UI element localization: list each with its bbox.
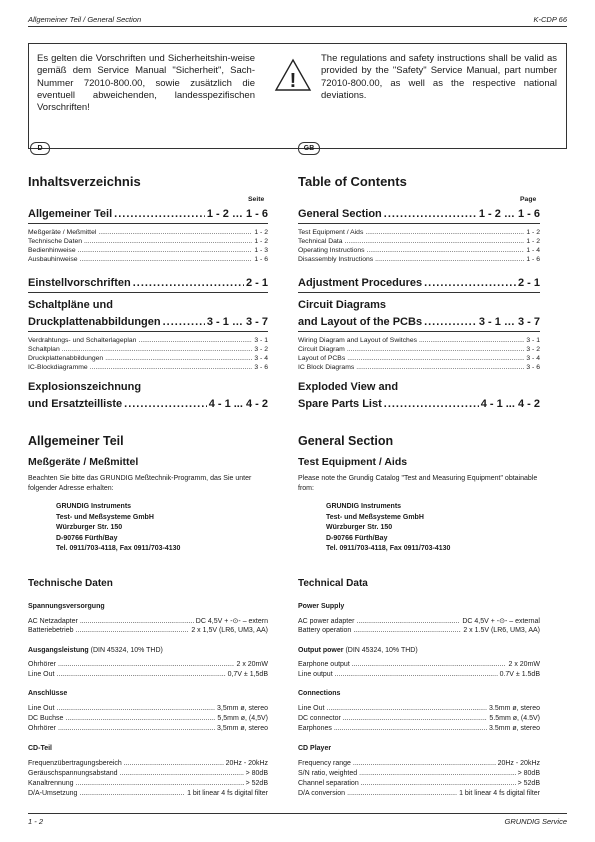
lang-badge-de: D [30,142,50,155]
toc-item-en-3b: Circuit Diagram ..... 3 - 2 [298,346,540,353]
toc-item-en-3d: IC Block Diagrams ..... 3 - 6 [298,364,540,371]
toc-item-de-3a: Verdrahtungs- und Schalterlageplan ..... 3 - 1 [28,337,268,344]
subsection-title-en: Test Equipment / Aids [298,456,408,468]
toc-item-de-3d: IC-Blockdiagramme ..... 3 - 6 [28,364,268,371]
toc-underline [28,331,268,332]
toc-item-de-1c: Bedienhinweise ..... 1 - 3 [28,247,268,254]
spec-row: AC power adapter ..... DC 4,5V + -⊙- – external [298,617,540,625]
toc-item-en-1b: Technical Data ..... 1 - 2 [298,238,540,245]
toc-entry-en-4: Spare Parts List ..... 4 - 1 ... 4 - 2 [298,398,540,410]
toc-entry-de-3-line1: Schaltpläne und [28,299,113,311]
toc-title-de: Inhaltsverzeichnis [28,174,141,189]
spec-row: Kanaltrennung ..... > 52dB [28,780,268,787]
spec-row: DC connector ..... 5.5mm ø, (4.5V) [298,715,540,722]
toc-underline [28,292,268,293]
spec-row: Earphones ..... 3.5mm ø, stereo [298,725,540,732]
spec-row: Line output ..... 0.7V ± 1.5dB [298,671,540,678]
toc-entry-de-3: Druckplattenabbildungen ..... 3 - 1 … 3 - 7 [28,316,268,328]
address-block-en: GRUNDIG Instruments Test- und Meßsysteme GmbH Würzburger Str. 150 D-90766 Fürth/Bay Tel. 0911/703-4118, Fax 0911/703-4130 [326,503,451,552]
intro-text-en: Please note the Grundig Catalog "Test and Measuring Equipment" obtainable from: [298,475,538,492]
toc-page-label-de: Seite [248,196,265,203]
header-left: Allgemeiner Teil / General Section [28,15,142,24]
toc-page-label-en: Page [520,196,537,203]
toc-underline [298,223,540,224]
spec-row: AC Netzadapter ..... DC 4,5V + -⊙- – extern [28,617,268,625]
toc-title-en: Table of Contents [298,174,407,189]
header-rule [28,26,567,27]
warning-triangle-icon [274,58,312,92]
spec-row: Geräuschspannungsabstand ..... > 80dB [28,770,268,777]
toc-item-de-3b: Schaltplan ..... 3 - 2 [28,346,268,353]
cd-title-de: CD-Teil [28,745,52,752]
footer-page-number: 1 - 2 [28,817,44,826]
address-block-de: GRUNDIG Instruments Test- und Meßsysteme GmbH Würzburger Str. 150 D-90766 Fürth/Bay Tel. 0911/703-4118, Fax 0911/703-4130 [56,503,181,552]
spec-row: Battery operation ..... 2 x 1.5V (LR6, UM3, AA) [298,627,540,634]
cd-title-en: CD Player [298,745,332,752]
output-title-de: Ausgangsleistung (DIN 45324, 10% THD) [28,647,163,654]
toc-item-de-1a: Meßgeräte / Meßmittel ..... 1 - 2 [28,229,268,236]
tech-title-en: Technical Data [298,578,368,589]
spec-row: Ohrhörer ..... 3,5mm ø, stereo [28,725,268,732]
lang-badge-en: GB [298,142,320,155]
toc-item-en-3c: Layout of PCBs ..... 3 - 4 [298,355,540,362]
toc-item-en-3a: Wiring Diagram and Layout of Switches ..... 3 - 1 [298,337,540,344]
toc-underline [298,292,540,293]
spec-row: Line Out ..... 3.5mm ø, stereo [298,705,540,712]
toc-item-de-1b: Technische Daten ..... 1 - 2 [28,238,268,245]
spec-row: DC Buchse ..... 5,5mm ø, (4,5V) [28,715,268,722]
toc-item-de-3c: Druckplattenabbildungen ..... 3 - 4 [28,355,268,362]
toc-item-en-1a: Test Equipment / Aids ..... 1 - 2 [298,229,540,236]
footer-brand: GRUNDIG Service [504,817,567,826]
safety-notice-en: The regulations and safety instructions shall be valid as provided by the "Safety" Service Manual, part number 72010-800.00, as well as the respective national deviations. [321,53,557,101]
spec-row: Earphone output ..... 2 x 20mW [298,661,540,668]
conn-title-de: Anschlüsse [28,690,68,697]
safety-notice-box [28,43,567,149]
svg-text:!: ! [289,70,297,92]
toc-item-de-1d: Ausbauhinweise ..... 1 - 6 [28,256,268,263]
toc-entry-de-4: und Ersatzteilliste ..... 4 - 1 ... 4 - 2 [28,398,268,410]
toc-item-en-1d: Disassembly Instructions ..... 1 - 6 [298,256,540,263]
spec-row: Ohrhörer ..... 2 x 20mW [28,661,268,668]
toc-underline [28,223,268,224]
spec-row: Frequency range ..... 20Hz - 20kHz [298,760,540,767]
power-title-de: Spannungsversorgung [28,603,105,610]
intro-text-de: Beachten Sie bitte das GRUNDIG Meßtechnik-Programm, das Sie unter folgender Adresse erhalten: [28,475,252,492]
subsection-title-de: Meßgeräte / Meßmittel [28,456,139,468]
spec-row: D/A-Umsetzung ..... 1 bit linear 4 fs digital filter [28,790,268,797]
spec-row: D/A conversion ..... 1 bit linear 4 fs digital filter [298,790,540,797]
spec-row: Channel separation ..... > 52dB [298,780,540,787]
toc-item-en-1c: Operating Instructions ..... 1 - 4 [298,247,540,254]
toc-entry-en-1: General Section ..... 1 - 2 … 1 - 6 [298,208,540,220]
spec-row: Frequenzübertragungsbereich ..... 20Hz - 20kHz [28,760,268,767]
toc-entry-en-4-line1: Exploded View and [298,381,399,393]
conn-title-en: Connections [298,690,341,697]
toc-entry-de-1: Allgemeiner Teil ..... 1 - 2 … 1 - 6 [28,208,268,220]
spec-row: Line Out ..... 0,7V ± 1,5dB [28,671,268,678]
spec-row: Batteriebetrieb ..... 2 x 1,5V (LR6, UM3, AA) [28,627,268,634]
section-title-en: General Section [298,434,394,448]
footer-rule [28,813,567,814]
output-title-en: Output power (DIN 45324, 10% THD) [298,647,418,654]
tech-title-de: Technische Daten [28,578,113,589]
toc-entry-en-3: and Layout of the PCBs ..... 3 - 1 … 3 - 7 [298,316,540,328]
section-title-de: Allgemeiner Teil [28,434,124,448]
header-right: K-CDP 66 [533,15,567,24]
toc-entry-de-4-line1: Explosionszeichnung [28,381,142,393]
spec-row: Line Out ..... 3,5mm ø, stereo [28,705,268,712]
power-title-en: Power Supply [298,603,345,610]
toc-underline [298,331,540,332]
toc-entry-en-3-line1: Circuit Diagrams [298,299,387,311]
toc-entry-de-2: Einstellvorschriften ..... 2 - 1 [28,277,268,289]
spec-row: S/N ratio, weighted ..... > 80dB [298,770,540,777]
toc-entry-en-2: Adjustment Procedures ..... 2 - 1 [298,277,540,289]
safety-notice-de: Es gelten die Vorschriften und Sicherheitshin-weise gemäß dem Service Manual "Sicherheit", Sach-Nummer 72010-800.00, sowie zusätzlich die eventuell abweichenden, landesspezifischen Vorschriften! [37,53,255,114]
